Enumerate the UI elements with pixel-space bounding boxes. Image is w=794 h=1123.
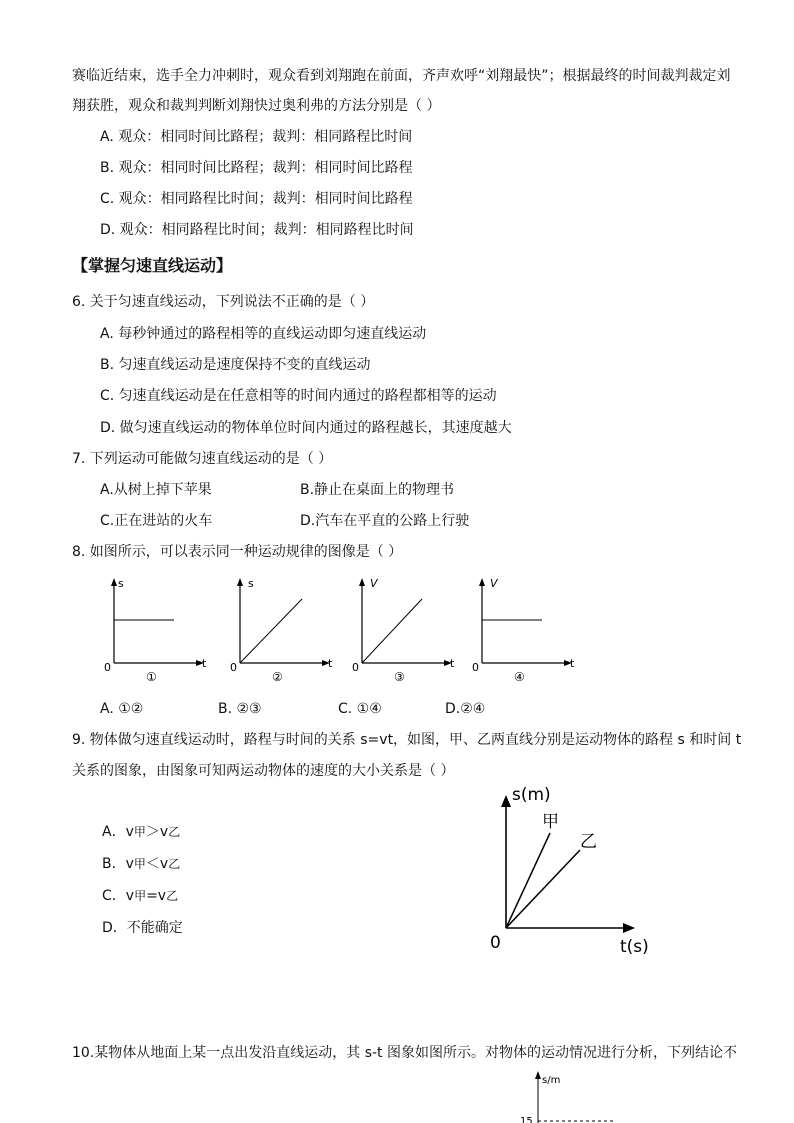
q6-option-d: D. 做匀速直线运动的物体单位时间内通过的路程越长，其速度越大 (100, 420, 512, 436)
q8-graph-3-caption: ③ (394, 670, 405, 684)
q9-graph-line2-label: 乙 (580, 832, 597, 852)
q6-option-c: C. 匀速直线运动是在任意相等的时间内通过的路程都相等的运动 (100, 388, 497, 404)
q8-graph-3 (348, 575, 463, 687)
q8-graph-4-xlabel: t (570, 657, 575, 670)
q9-graph (480, 780, 670, 965)
q9-graph-ylabel: s(m) (512, 785, 551, 805)
q8-graph-1-caption: ① (146, 670, 157, 684)
q8-stem: 8. 如图所示，可以表示同一种运动规律的图像是（ ） (72, 544, 403, 560)
q8-graph-2 (226, 575, 341, 687)
q9-option-b: B．v甲＜v乙 (102, 856, 181, 872)
q9-option-d: D．不能确定 (102, 920, 183, 936)
q5-option-a: A. 观众：相同时间比路程；裁判：相同路程比时间 (100, 129, 413, 145)
q9-stem-line1: 9. 物体做匀速直线运动时，路程与时间的关系 s=vt，如图，甲、乙两直线分别是运动物体的路程 s 和时间 t (72, 732, 742, 748)
q8-graph-1 (100, 575, 215, 687)
q8-option-b: B. ②③ (218, 701, 262, 717)
q8-option-d: D.②④ (445, 701, 486, 717)
q5-option-d: D. 观众：相同路程比时间；裁判：相同路程比时间 (100, 222, 414, 238)
q8-graph-2-origin: 0 (230, 661, 237, 674)
q5-option-c: C. 观众：相同路程比时间；裁判：相同时间比路程 (100, 191, 413, 207)
q5-option-b: B. 观众：相同时间比路程；裁判：相同时间比路程 (100, 160, 413, 176)
q9-option-a: A．v甲＞v乙 (102, 824, 181, 840)
q8-option-a: A. ①② (100, 701, 144, 717)
q7-option-d: D.汽车在平直的公路上行驶 (300, 513, 470, 529)
q5-stem-line1: 赛临近结束，选手全力冲刺时，观众看到刘翔跑在前面，齐声欢呼“刘翔最快”；根据最终的时间裁判裁定刘 (72, 68, 731, 84)
q9-stem-line2: 关系的图象，由图象可知两运动物体的速度的大小关系是（ ） (72, 763, 455, 779)
q7-stem: 7. 下列运动可能做匀速直线运动的是（ ） (72, 451, 333, 467)
q8-graph-3-origin: 0 (352, 661, 359, 674)
q9-graph-line1-label: 甲 (542, 812, 559, 832)
q8-graph-4-caption: ④ (514, 670, 525, 684)
q6-option-a: A. 每秒钟通过的路程相等的直线运动即匀速直线运动 (100, 326, 427, 342)
q8-graph-3-xlabel: t (450, 657, 455, 670)
q8-graph-1-ylabel: s (118, 577, 124, 590)
section-heading: 【掌握匀速直线运动】 (72, 256, 233, 275)
q9-option-c: C．v甲=v乙 (102, 888, 179, 904)
q10-stem: 10.某物体从地面上某一点出发沿直线运动，其 s-t 图象如图所示。对物体的运动情况进行分析，下列结论不 (72, 1045, 737, 1061)
q10-graph-tick: 15 (520, 1116, 533, 1123)
q8-graph-3-ylabel: V (370, 577, 378, 590)
q8-graph-1-origin: 0 (104, 661, 111, 674)
q8-graph-1-xlabel: t (202, 657, 207, 670)
q5-stem-line2: 翔获胜，观众和裁判判断刘翔快过奥利弗的方法分别是（ ） (72, 98, 441, 114)
q7-option-a: A.从树上掉下苹果 (100, 482, 212, 498)
q9-graph-xlabel: t(s) (620, 937, 649, 957)
q7-option-c: C.正在进站的火车 (100, 513, 213, 529)
q7-option-b: B.静止在桌面上的物理书 (300, 482, 455, 498)
q6-option-b: B. 匀速直线运动是速度保持不变的直线运动 (100, 357, 371, 373)
q8-graph-2-ylabel: s (248, 577, 254, 590)
q9-graph-origin: 0 (490, 933, 501, 953)
q8-option-c: C. ①④ (338, 701, 382, 717)
q8-graph-2-xlabel: t (328, 657, 333, 670)
q8-graph-4 (468, 575, 583, 687)
q8-graph-2-caption: ② (272, 670, 283, 684)
q8-graph-4-ylabel: V (490, 577, 498, 590)
q8-graph-4-origin: 0 (472, 661, 479, 674)
q6-stem: 6. 关于匀速直线运动，下列说法不正确的是（ ） (72, 294, 375, 310)
q10-graph-ylabel: s/m (542, 1075, 561, 1086)
q10-graph (510, 1066, 630, 1123)
